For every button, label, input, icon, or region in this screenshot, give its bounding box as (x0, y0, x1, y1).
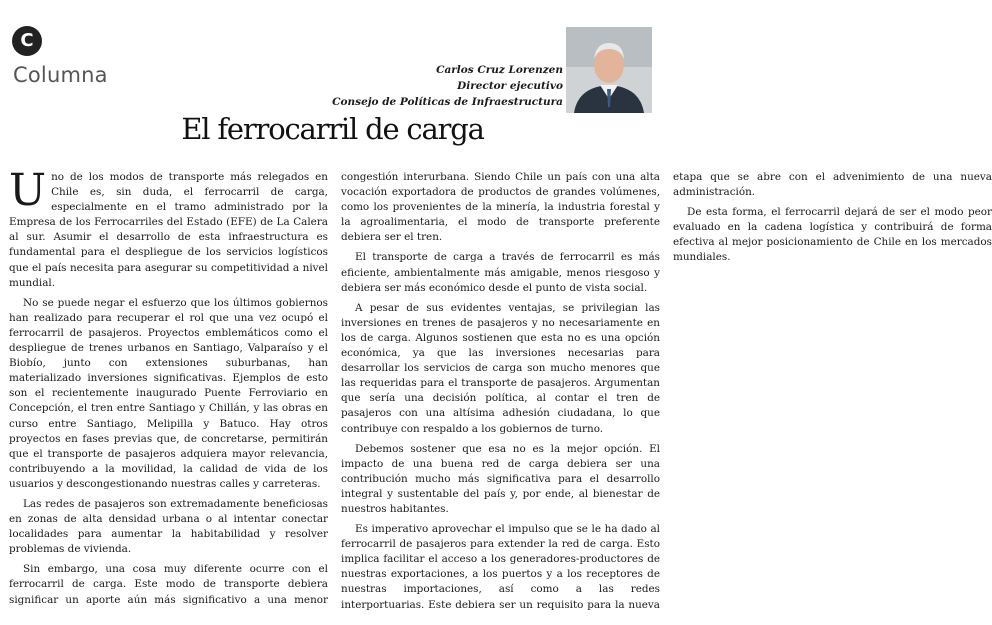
article-paragraph: Debemos sostener que esa no es la mejor opción. El impacto de una buena red de carga debiera ser una contribución mucho más significativa para el desarrollo integral y sustentable del país y, por ende, al bienestar de nuestros habitantes. (341, 442, 660, 515)
author-organization: Consejo de Políticas de Infraestructura (332, 96, 563, 108)
article-paragraph: Sin embargo, una cosa muy diferente ocurre con el ferrocarril de carga. Este modo de transporte debiera significar un aporte aún más significativo a una menor congestión interurbana. Siendo Chile un país con una alta vocación exportadora de productos de grandes volúmenes, como los provenientes de la minería, la industria forestal y la agroalimentaria, el modo de transporte preferente debiera ser el tren. (9, 171, 660, 606)
author-byline (332, 62, 563, 110)
section-badge-icon: C (12, 26, 42, 56)
article-paragraph: Las redes de pasajeros son extremadamente beneficiosas en zonas de alta densidad urbana o al intentar conectar localidades para aumentar la habitabilidad y resolver problemas de vivienda. (9, 497, 328, 556)
article-paragraph: De esta forma, el ferrocarril dejará de ser el modo peor evaluado en la cadena logística y contribuirá de forma efectiva al mejor posicionamiento de Chile en los mercados mundiales. (673, 206, 992, 264)
author-role: Director ejecutivo (457, 80, 563, 92)
author-portrait-icon (566, 27, 652, 113)
article-body (9, 165, 992, 620)
article-paragraph: A pesar de sus evidentes ventajas, se privilegian las inversiones en trenes de pasajeros y no necesariamente en los de carga. Algunos sostienen que esta no es una opción económica, ya que las inversiones necesarias para desarrollar los servicios de carga son mucho menores que las requeridas para el transporte de pasajeros. Argumentan que sería una decisión política, al contar el tren de pasajeros con una altísima adhesión ciudadana, lo que contribuye con respaldo a los gobiernos de turno. (341, 301, 660, 435)
drop-cap: U (9, 165, 47, 216)
author-name: Carlos Cruz Lorenzen (436, 64, 563, 76)
article-paragraph: Es imperativo aprovechar el impulso que se le ha dado al ferrocarril de pasajeros para extender la red de carga. Esto implica facilitar el acceso a los generadores-productores de nuestras exportaciones, a los puertos y a los receptores de nuestras importaciones, así como a las redes interportuarias. Este debiera ser un requisito para la nueva etapa que se abre con el advenimiento de una nueva administración. (341, 171, 992, 611)
author-photo (566, 27, 652, 113)
article-title: El ferrocarril de carga (181, 112, 484, 146)
column-header (0, 0, 665, 160)
article-paragraph: El transporte de carga a través de ferrocarril es más eficiente, ambientalmente más amigable, menos riesgoso y debiera ser más económico desde el punto de vista social. (341, 251, 660, 294)
section-label: Columna (13, 63, 108, 87)
article-paragraph: No se puede negar el esfuerzo que los últimos gobiernos han realizado para recuperar el rol que una vez ocupó el ferrocarril de pasajeros. Proyectos emblemáticos como el despliegue de trenes urbanos en Santiago, Valparaíso y el Biobío, junto con extensiones suburbanas, han materializado inversiones significativas. Ejemplos de esto son el recientemente inaugurado Puente Ferroviario en Concepción, el tren entre Santiago y Chillán, y las obras en curso entre Santiago, Melipilla y Batuco. Hay otros proyectos en fases previas que, de concretarse, permitirán que el transporte de pasajeros adquiera mayor relevancia, contribuyendo a la movilidad, la calidad de vida de los usuarios y descongestionando nuestras calles y carreteras. (9, 296, 328, 490)
article-paragraph: Uno de los modos de transporte más relegados en Chile es, sin duda, el ferrocarril de carga, especialmente en el tramo administrado por la Empresa de los Ferrocarriles del Estado (EFE) de La Calera al sur. Asumir el desarrollo de esta infraestructura es fundamental para el despliegue de los servicios logísticos que el país necesita para asegurar su competitividad a nivel mundial. (9, 165, 328, 289)
